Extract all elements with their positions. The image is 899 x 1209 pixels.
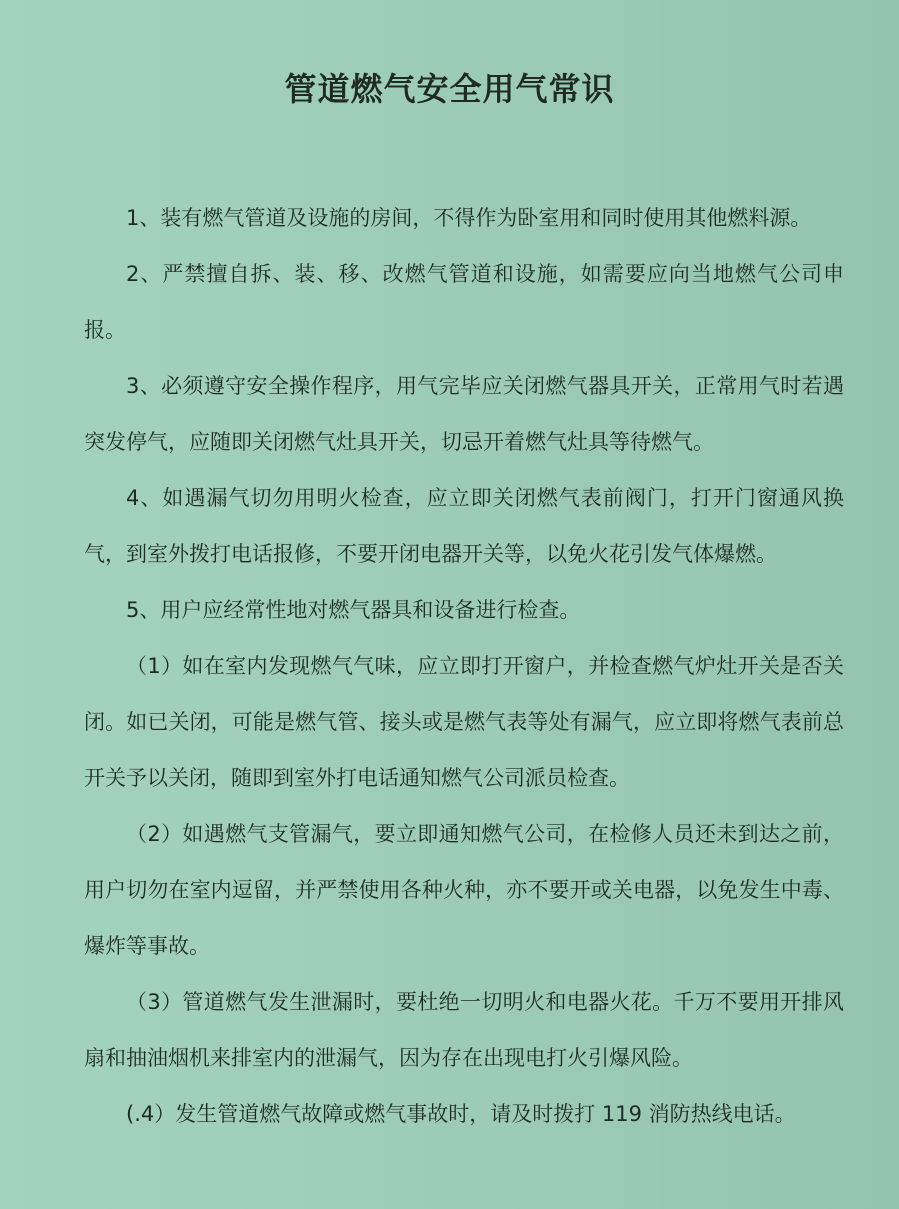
paragraph-5: 5、用户应经常性地对燃气器具和设备进行检查。: [126, 598, 581, 622]
document-title: 管道燃气安全用气常识: [284, 70, 615, 108]
subparagraph-2: （2）如遇燃气支管漏气，要立即通知燃气公司，在检修人员还未到达之前，用户切勿在室内逗留，并严禁使用各种火种，亦不要开或关电器，以免发生中毒、爆炸等事故。: [84, 822, 844, 958]
paragraph-1: 1、装有燃气管道及设施的房间，不得作为卧室用和同时使用其他燃料源。: [126, 206, 812, 230]
subparagraph-3: （3）管道燃气发生泄漏时，要杜绝一切明火和电器火花。千万不要用开排风扇和抽油烟机来排室内的泄漏气，因为存在出现电打火引爆风险。: [84, 990, 844, 1070]
paragraph-3: 3、必须遵守安全操作程序，用气完毕应关闭燃气器具开关，正常用气时若遇突发停气，应随即关闭燃气灶具开关，切忌开着燃气灶具等待燃气。: [84, 374, 844, 454]
paragraph-2: 2、严禁擅自拆、装、移、改燃气管道和设施，如需要应向当地燃气公司申报。: [84, 262, 844, 342]
subparagraph-4: (.4）发生管道燃气故障或燃气事故时，请及时拨打 119 消防热线电话。: [126, 1102, 796, 1126]
subparagraph-1: （1）如在室内发现燃气气味，应立即打开窗户，并检查燃气炉灶开关是否关闭。如已关闭，可能是燃气管、接头或是燃气表等处有漏气，应立即将燃气表前总开关予以关闭，随即到室外打电话通知燃气公司派员检查。: [84, 654, 844, 790]
document-body: [84, 190, 844, 1142]
paragraph-4: 4、如遇漏气切勿用明火检查，应立即关闭燃气表前阀门，打开门窗通风换气，到室外拨打电话报修，不要开闭电器开关等，以免火花引发气体爆燃。: [84, 486, 844, 566]
